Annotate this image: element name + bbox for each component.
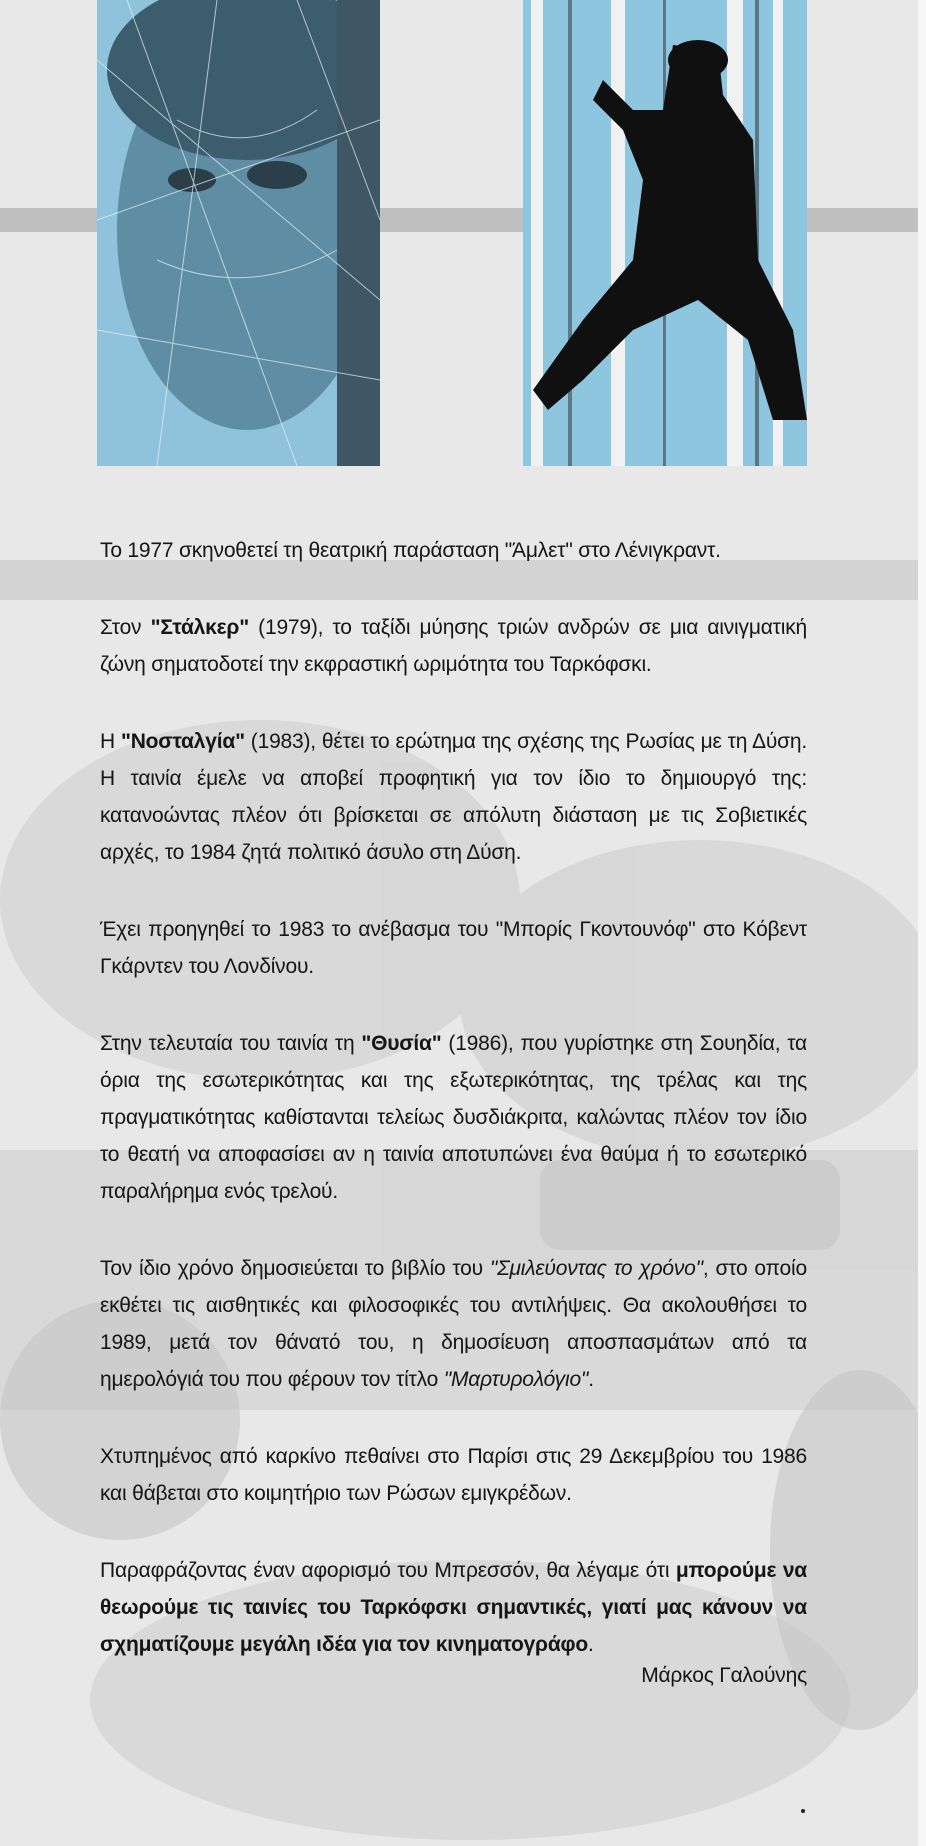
- paragraph-hamlet: Το 1977 σκηνοθετεί τη θεατρική παράσταση "Άμλετ" στο Λένιγκραντ.: [100, 539, 721, 562]
- paragraph-boris-godunov: Έχει προηγηθεί το 1983 το ανέβασμα του "Μπορίς Γκοντουνόφ" στο Κόβεντ Γκάρντεν του Λονδίνου.: [100, 918, 807, 978]
- paragraph-stalker: Στον "Στάλκερ" (1979), το ταξίδι μύησης τριών ανδρών σε μια αινιγματική ζώνη σηματοδοτεί την εκφραστική ωριμότητα του Ταρκόφσκι.: [100, 616, 807, 676]
- paragraph-death: Χτυπημένος από καρκίνο πεθαίνει στο Παρίσι στις 29 Δεκεμβρίου του 1986 και θάβεται στο κοιμητήριο των Ρώσων εμιγκρέδων.: [100, 1445, 807, 1505]
- article-body: [100, 532, 807, 1694]
- page-edge: [918, 0, 926, 1846]
- man-jumping-forest-photo: [523, 0, 807, 466]
- paragraph-sculpting-time: Τον ίδιο χρόνο δημοσιεύεται το βιβλίο του "Σμιλεύοντας το χρόνο", στο οποίο εκθέτει τις αισθητικές και φιλοσοφικές του αντιλήψεις. Θα ακολουθήσει το 1989, μετά τον θάνατό του, η δημοσίευση αποσπασμάτων από τα ημερολόγιά του που φέρουν τον τίτλο "Μαρτυρολόγιο".: [100, 1257, 807, 1391]
- boy-face-photo: [97, 0, 380, 466]
- paragraph-nostalgia: Η "Νοσταλγία" (1983), θέτει το ερώτημα της σχέσης της Ρωσίας με τη Δύση. Η ταινία έμελε να αποβεί προφητική για τον ίδιο το δημιουργό της: κατανοώντας πλέον ότι βρίσκεται σε απόλυτη διάσταση με τις Σοβιετικές αρχές, το 1984 ζητά πολιτικό άσυλο στη Δύση.: [100, 730, 807, 864]
- author-signature: Μάρκος Γαλούνης: [641, 1664, 807, 1687]
- print-dot: [801, 1809, 805, 1813]
- paragraph-bresson: Παραφράζοντας έναν αφορισμό του Μπρεσσόν, θα λέγαμε ότι μπορούμε να θεωρούμε τις ταινίες του Ταρκόφσκι σημαντικές, γιατί μας κάνουν να σχηματίζουμε μεγάλη ιδέα για τον κινηματογράφο.: [100, 1559, 808, 1656]
- paragraph-sacrifice: Στην τελευταία του ταινία τη "Θυσία" (1986), που γυρίστηκε στη Σουηδία, τα όρια της εσωτερικότητας και της εξωτερικότητας, της τρέλας και της πραγματικότητας καθίστανται τελείως δυσδιάκριτα, καλώντας πλέον τον ίδιο το θεατή να αποφασίσει αν η ταινία αποτυπώνει ένα θαύμα ή το εσωτερικό παραλήρημα ενός τρελού.: [100, 1032, 807, 1203]
